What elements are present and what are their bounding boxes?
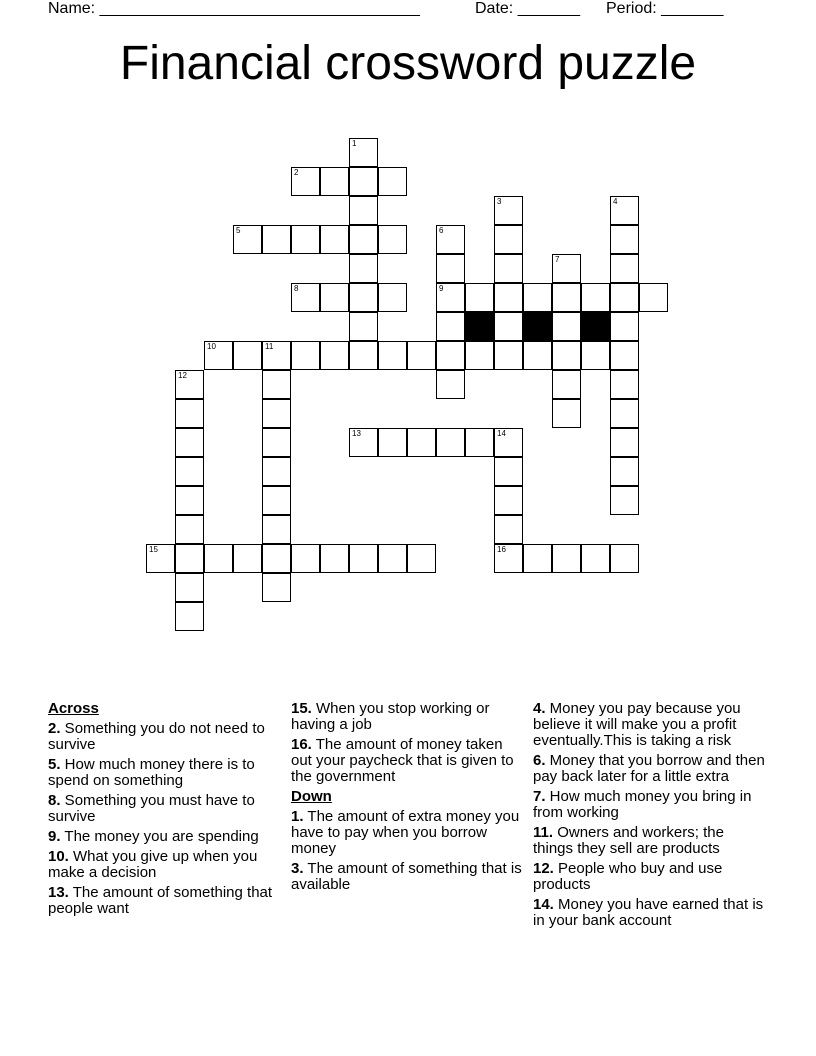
clue-number-label: 3 <box>497 197 502 206</box>
grid-cell[interactable] <box>494 341 523 370</box>
grid-cell[interactable] <box>494 544 523 573</box>
grid-cell[interactable] <box>262 457 291 486</box>
grid-cell[interactable] <box>465 341 494 370</box>
clue-number: 11. <box>533 824 554 841</box>
grid-cell[interactable] <box>291 225 320 254</box>
grid-cell[interactable] <box>175 515 204 544</box>
grid-cell[interactable] <box>610 370 639 399</box>
grid-cell[interactable] <box>610 544 639 573</box>
grid-cell[interactable] <box>494 254 523 283</box>
grid-cell[interactable] <box>146 544 175 573</box>
grid-cell[interactable] <box>465 428 494 457</box>
grid-cell[interactable] <box>610 457 639 486</box>
grid-cell[interactable] <box>610 283 639 312</box>
clue-number-label: 12 <box>178 371 187 380</box>
clue-item <box>291 737 523 785</box>
grid-cell[interactable] <box>436 254 465 283</box>
grid-cell[interactable] <box>610 341 639 370</box>
clue-text: Money you pay because you believe it will make you a profit eventually.This is taking a risk <box>533 700 741 749</box>
clue-text: When you stop working or having a job <box>291 700 490 733</box>
clue-text: How much money you bring in from working <box>533 788 752 821</box>
grid-cell[interactable] <box>465 283 494 312</box>
clue-text: Money you have earned that is in your bank account <box>533 896 764 929</box>
black-square <box>523 312 552 341</box>
grid-cell[interactable] <box>175 544 204 573</box>
clue-text: The amount of money taken out your paycheck that is given to the government <box>291 736 514 785</box>
clue-number-label: 1 <box>352 139 357 148</box>
clue-item <box>533 753 768 785</box>
grid-cell[interactable] <box>378 428 407 457</box>
clue-number-label: 7 <box>555 255 560 264</box>
clue-number-label: 2 <box>294 168 299 177</box>
grid-cell[interactable] <box>552 544 581 573</box>
clue-item <box>48 885 273 917</box>
grid-cell[interactable] <box>262 225 291 254</box>
clue-item <box>533 861 768 893</box>
grid-cell[interactable] <box>349 196 378 225</box>
grid-cell[interactable] <box>552 370 581 399</box>
clue-list <box>0 701 816 1001</box>
clue-item <box>291 861 523 893</box>
grid-cell[interactable] <box>407 544 436 573</box>
clue-text: Something you do not need to survive <box>48 720 265 753</box>
grid-cell[interactable] <box>175 573 204 602</box>
grid-cell[interactable] <box>639 283 668 312</box>
grid-cell[interactable] <box>262 486 291 515</box>
grid-cell[interactable] <box>262 544 291 573</box>
clue-number-label: 5 <box>236 226 241 235</box>
grid-cell[interactable] <box>349 138 378 167</box>
clue-text: How much money there is to spend on something <box>48 756 255 789</box>
clue-number: 7. <box>533 788 546 805</box>
clue-number-label: 10 <box>207 342 216 351</box>
grid-cell[interactable] <box>262 428 291 457</box>
grid-cell[interactable] <box>610 312 639 341</box>
black-square <box>581 312 610 341</box>
grid-cell[interactable] <box>175 602 204 631</box>
clue-number: 9. <box>48 828 61 845</box>
grid-cell[interactable] <box>494 486 523 515</box>
clue-number-label: 15 <box>149 545 158 554</box>
grid-cell[interactable] <box>610 399 639 428</box>
clue-number: 2. <box>48 720 61 737</box>
clue-text: Something you must have to survive <box>48 792 255 825</box>
grid-cell[interactable] <box>349 544 378 573</box>
clue-text: The amount of something that people want <box>48 884 273 917</box>
clue-number: 8. <box>48 792 61 809</box>
clue-number-label: 11 <box>265 342 274 351</box>
clue-number: 13. <box>48 884 69 901</box>
clue-column-3 <box>533 701 768 933</box>
clue-number: 12. <box>533 860 554 877</box>
grid-cell[interactable] <box>494 196 523 225</box>
grid-cell[interactable] <box>523 544 552 573</box>
clue-number-label: 8 <box>294 284 299 293</box>
clue-number-label: 14 <box>497 429 506 438</box>
clue-number-label: 16 <box>497 545 506 554</box>
grid-cell[interactable] <box>233 544 262 573</box>
grid-cell[interactable] <box>494 428 523 457</box>
clue-item <box>291 701 523 733</box>
grid-cell[interactable] <box>552 254 581 283</box>
name-field-label[interactable]: Name: ____________________________________ <box>48 0 420 17</box>
grid-cell[interactable] <box>175 486 204 515</box>
clue-item <box>533 825 768 857</box>
grid-cell[interactable] <box>494 312 523 341</box>
grid-cell[interactable] <box>233 225 262 254</box>
grid-cell[interactable] <box>175 370 204 399</box>
clue-item <box>48 829 273 845</box>
grid-cell[interactable] <box>262 341 291 370</box>
grid-cell[interactable] <box>436 225 465 254</box>
clue-text: Owners and workers; the things they sell are products <box>533 824 724 857</box>
grid-cell[interactable] <box>581 283 610 312</box>
grid-cell[interactable] <box>436 312 465 341</box>
grid-cell[interactable] <box>204 544 233 573</box>
grid-cell[interactable] <box>262 573 291 602</box>
grid-cell[interactable] <box>494 515 523 544</box>
grid-cell[interactable] <box>320 225 349 254</box>
date-field-label[interactable]: Date: _______ <box>475 0 580 17</box>
grid-cell[interactable] <box>378 341 407 370</box>
clue-item <box>48 793 273 825</box>
grid-cell[interactable] <box>610 428 639 457</box>
grid-cell[interactable] <box>262 370 291 399</box>
clue-number-label: 13 <box>352 429 361 438</box>
grid-cell[interactable] <box>581 341 610 370</box>
grid-cell[interactable] <box>349 225 378 254</box>
clue-text: People who buy and use products <box>533 860 723 893</box>
grid-cell[interactable] <box>552 341 581 370</box>
clue-number: 16. <box>291 736 312 753</box>
clue-number: 14. <box>533 896 554 913</box>
grid-cell[interactable] <box>262 515 291 544</box>
grid-cell[interactable] <box>552 312 581 341</box>
clue-number: 4. <box>533 700 546 717</box>
grid-cell[interactable] <box>349 341 378 370</box>
grid-cell[interactable] <box>378 283 407 312</box>
grid-cell[interactable] <box>320 283 349 312</box>
grid-cell[interactable] <box>320 341 349 370</box>
grid-cell[interactable] <box>291 341 320 370</box>
grid-cell[interactable] <box>494 457 523 486</box>
grid-cell[interactable] <box>407 341 436 370</box>
grid-cell[interactable] <box>610 254 639 283</box>
clue-text: The amount of something that is available <box>291 860 522 893</box>
grid-cell[interactable] <box>523 283 552 312</box>
grid-cell[interactable] <box>494 283 523 312</box>
clue-number-label: 9 <box>439 284 444 293</box>
clue-item <box>48 757 273 789</box>
grid-cell[interactable] <box>610 486 639 515</box>
clue-text: The amount of extra money you have to pay when you borrow money <box>291 808 520 857</box>
grid-cell[interactable] <box>175 428 204 457</box>
grid-cell[interactable] <box>349 428 378 457</box>
black-square <box>465 312 494 341</box>
clue-text: Money that you borrow and then pay back later for a little extra <box>533 752 765 785</box>
clue-item <box>291 809 523 857</box>
grid-cell[interactable] <box>349 312 378 341</box>
grid-cell[interactable] <box>436 370 465 399</box>
clue-item <box>533 897 768 929</box>
clue-item <box>533 789 768 821</box>
clue-item <box>48 849 273 881</box>
grid-cell[interactable] <box>320 544 349 573</box>
grid-cell[interactable] <box>610 196 639 225</box>
grid-cell[interactable] <box>552 399 581 428</box>
grid-cell[interactable] <box>494 225 523 254</box>
grid-cell[interactable] <box>407 428 436 457</box>
clue-number: 10. <box>48 848 69 865</box>
grid-cell[interactable] <box>378 544 407 573</box>
grid-cell[interactable] <box>436 428 465 457</box>
clue-item <box>48 721 273 753</box>
clue-number-label: 4 <box>613 197 618 206</box>
clue-number: 3. <box>291 860 304 877</box>
grid-cell[interactable] <box>349 254 378 283</box>
down-heading: Down <box>291 788 332 805</box>
grid-cell[interactable] <box>262 399 291 428</box>
grid-cell[interactable] <box>291 283 320 312</box>
clue-item <box>533 701 768 749</box>
clue-column-1 <box>48 701 273 921</box>
grid-cell[interactable] <box>291 167 320 196</box>
clue-number: 5. <box>48 756 61 773</box>
grid-cell[interactable] <box>349 283 378 312</box>
grid-cell[interactable] <box>552 283 581 312</box>
period-field-label[interactable]: Period: _______ <box>606 0 724 17</box>
grid-cell[interactable] <box>349 167 378 196</box>
grid-cell[interactable] <box>378 167 407 196</box>
clue-text: The money you are spending <box>60 828 259 845</box>
grid-cell[interactable] <box>320 167 349 196</box>
clue-number: 1. <box>291 808 304 825</box>
grid-cell[interactable] <box>233 341 262 370</box>
grid-cell[interactable] <box>175 457 204 486</box>
clue-number: 6. <box>533 752 546 769</box>
grid-cell[interactable] <box>291 544 320 573</box>
clue-column-2 <box>291 701 523 897</box>
grid-cell[interactable] <box>610 225 639 254</box>
puzzle-title: Financial crossword puzzle <box>119 37 697 90</box>
clue-number: 15. <box>291 700 312 717</box>
across-heading: Across <box>48 700 99 717</box>
grid-cell[interactable] <box>378 225 407 254</box>
grid-cell[interactable] <box>581 544 610 573</box>
grid-cell[interactable] <box>175 399 204 428</box>
clue-number-label: 6 <box>439 226 444 235</box>
grid-cell[interactable] <box>204 341 233 370</box>
clue-text: What you give up when you make a decision <box>48 848 258 881</box>
grid-cell[interactable] <box>523 341 552 370</box>
grid-cell[interactable] <box>436 341 465 370</box>
grid-cell[interactable] <box>436 283 465 312</box>
